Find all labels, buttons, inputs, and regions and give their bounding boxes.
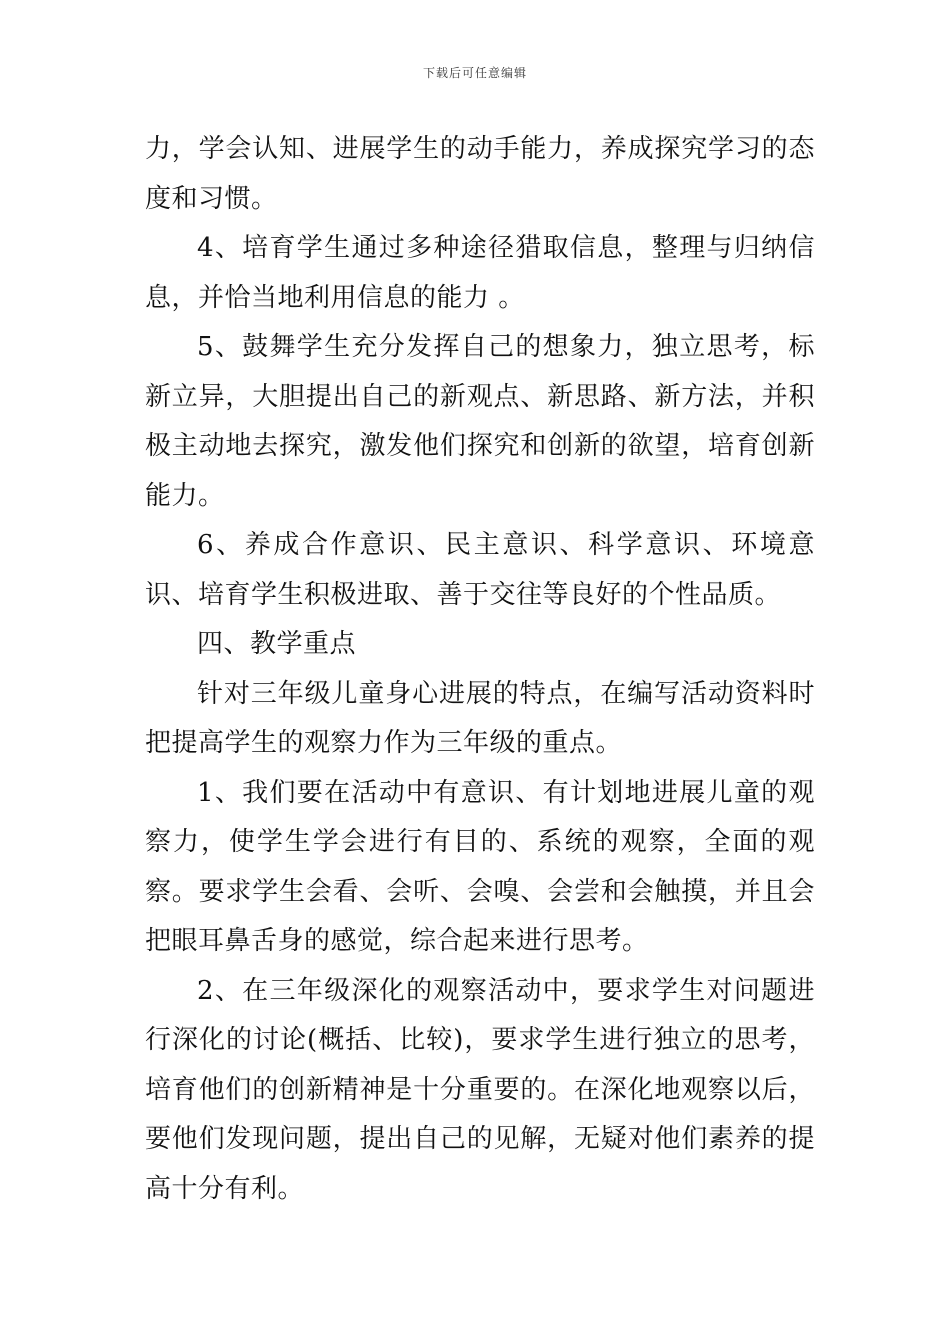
section-heading: 四、教学重点 [197,629,357,659]
paragraph: 4、培育学生通过多种途径猎取信息，整理与归纳信息，并恰当地利用信息的能力 。 [145,233,815,313]
paragraph: 6、养成合作意识、民主意识、科学意识、环境意识、培育学生积极进取、善于交往等良好的个性品质。 [145,530,815,610]
paragraph: 针对三年级儿童身心进展的特点，在编写活动资料时把提高学生的观察力作为三年级的重点。 [145,678,815,758]
header-note: 下载后可任意编辑 [422,66,527,80]
paragraph: 1、我们要在活动中有意识、有计划地进展儿童的观察力，使学生学会进行有目的、系统的观察，全面的观察。要求学生会看、会听、会嗅、会尝和会触摸，并且会把眼耳鼻舌身的感觉，综合起来进行思考。 [145,777,815,956]
paragraph: 2、在三年级深化的观察活动中，要求学生对问题进行深化的讨论(概括、比较)，要求学生进行独立的思考，培育他们的创新精神是十分重要的。在深化地观察以后，要他们发现问题，提出自己的见解，无疑对他们素养的提高十分有利。 [145,975,815,1204]
paragraph: 5、鼓舞学生充分发挥自己的想象力，独立思考，标新立异，大胆提出自己的新观点、新思路、新方法，并积极主动地去探究，激发他们探究和创新的欲望，培育创新能力。 [145,332,815,511]
paragraph: 力，学会认知、进展学生的动手能力，养成探究学习的态度和习惯。 [145,134,815,214]
body-text [145,125,815,1214]
